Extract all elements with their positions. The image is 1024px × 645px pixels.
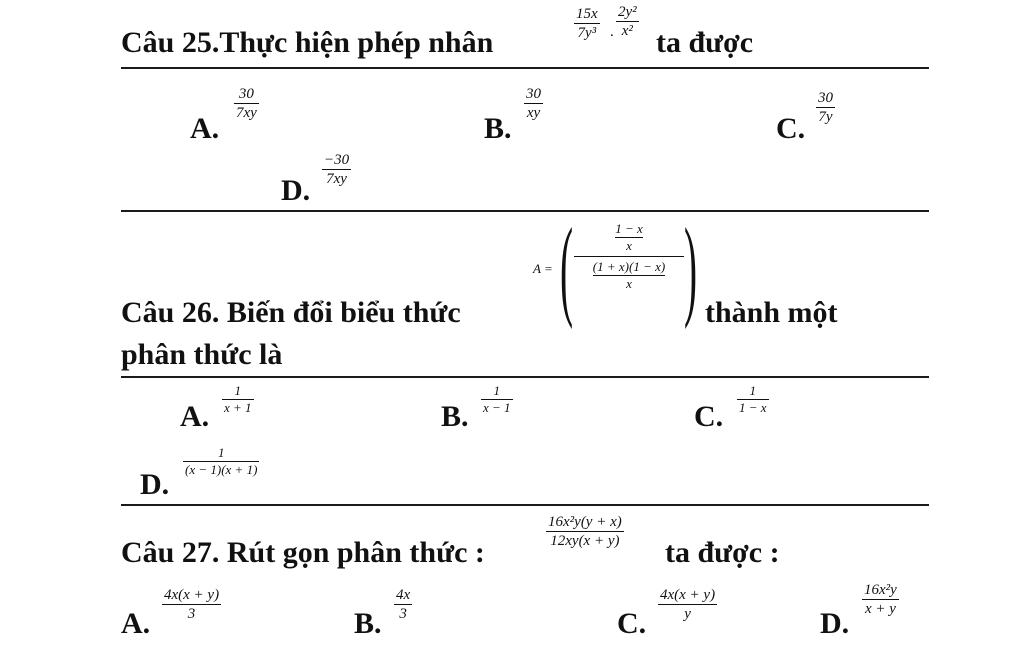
q26-option-b-num: 1 <box>493 383 501 398</box>
q26-option-d-fraction <box>183 446 259 477</box>
q27-option-d-label[interactable]: D. <box>820 607 850 640</box>
q25-option-d-label[interactable]: D. <box>281 174 311 207</box>
q25-factor-1-num: 15x <box>576 6 598 22</box>
q26-outer-numerator <box>574 222 684 253</box>
q27-option-c-den: y <box>684 606 691 622</box>
q26-outer-denominator <box>574 260 684 291</box>
q25-suffix: ta được <box>656 26 754 59</box>
q27-option-d-num: 16x²y <box>864 582 897 598</box>
q27-option-d-den: x + y <box>864 601 896 617</box>
q25-option-c-num: 30 <box>818 90 833 106</box>
q25-option-d-den: 7xy <box>326 171 347 187</box>
q26-option-a-den: x + 1 <box>224 400 252 415</box>
q26-option-b-den: x − 1 <box>483 400 511 415</box>
q26-option-b-label[interactable]: B. <box>441 400 469 433</box>
q25-option-a-den: 7xy <box>236 105 257 121</box>
q25-factor-1-den: 7y³ <box>577 25 597 41</box>
q26-suffix: thành một <box>705 296 838 329</box>
q26-option-c-fraction <box>737 384 769 415</box>
q26-title: Câu 26. Biến đổi biểu thức <box>121 296 461 329</box>
q26-inner-den: x <box>626 238 632 253</box>
q26-complex-fraction <box>574 222 684 291</box>
q25-option-c-label[interactable]: C. <box>776 112 806 145</box>
q27-option-a-fraction <box>162 587 221 622</box>
q27-option-c-fraction <box>658 587 717 622</box>
q26-option-a-label[interactable]: A. <box>180 400 210 433</box>
q26-option-d-num: 1 <box>217 445 225 460</box>
q25-multiply-dot: . <box>610 24 614 40</box>
q26-left-paren: ( <box>560 206 574 330</box>
q27-option-a-label[interactable]: A. <box>121 607 151 640</box>
q25-title: Câu 25.Thực hiện phép nhân <box>121 26 494 59</box>
q26-option-d-den: (x − 1)(x + 1) <box>185 462 258 477</box>
q26-inner-num: 1 − x <box>615 221 643 236</box>
q27-fraction-den: 12xy(x + y) <box>550 533 620 549</box>
q27-option-d-fraction <box>862 582 899 617</box>
q25-factor-2-num: 2y² <box>618 4 637 20</box>
q26-option-a-fraction <box>222 384 254 415</box>
q25-option-d-num: −30 <box>324 152 350 168</box>
divider <box>121 210 929 212</box>
q26-line2: phân thức là <box>121 338 283 371</box>
q26-expr-lhs: A = <box>533 261 553 276</box>
q26-right-paren: ) <box>684 206 698 330</box>
q27-title: Câu 27. Rút gọn phân thức : <box>121 536 485 569</box>
q27-option-b-num: 4x <box>396 587 411 603</box>
q27-option-b-fraction <box>394 587 412 622</box>
q27-option-b-label[interactable]: B. <box>354 607 382 640</box>
q25-factor-2-den: x² <box>621 23 633 39</box>
q25-option-d-fraction <box>322 152 351 187</box>
q26-lower-den: x <box>626 276 632 291</box>
q26-lower-num: (1 + x)(1 − x) <box>592 259 666 274</box>
divider <box>121 376 929 378</box>
q25-factor-2 <box>616 4 639 39</box>
q26-option-c-num: 1 <box>749 383 757 398</box>
q27-option-c-num: 4x(x + y) <box>660 587 716 603</box>
q27-option-a-num: 4x(x + y) <box>164 587 220 603</box>
q26-inner-fraction <box>615 222 643 253</box>
divider <box>121 504 929 506</box>
q26-option-d-label[interactable]: D. <box>140 468 170 501</box>
divider <box>121 67 929 69</box>
q25-factor-1 <box>574 6 600 41</box>
q25-option-a-label[interactable]: A. <box>190 112 220 145</box>
q25-option-b-fraction <box>524 86 543 121</box>
q27-fraction <box>546 514 624 549</box>
q27-option-c-label[interactable]: C. <box>617 607 647 640</box>
q25-option-a-fraction <box>234 86 259 121</box>
q26-lower-fraction <box>593 260 665 291</box>
q27-fraction-num: 16x²y(y + x) <box>548 514 622 530</box>
q26-option-c-den: 1 − x <box>739 400 767 415</box>
q25-option-b-den: xy <box>526 105 541 121</box>
q26-option-b-fraction <box>481 384 513 415</box>
q25-option-b-num: 30 <box>526 86 541 102</box>
q27-option-a-den: 3 <box>187 606 196 622</box>
q25-option-b-label[interactable]: B. <box>484 112 512 145</box>
q27-option-b-den: 3 <box>399 606 407 622</box>
q26-option-c-label[interactable]: C. <box>694 400 724 433</box>
q27-suffix: ta được : <box>665 536 780 569</box>
q25-option-c-fraction <box>816 90 835 125</box>
q26-option-a-num: 1 <box>234 383 242 398</box>
q25-option-c-den: 7y <box>818 109 833 125</box>
q25-option-a-num: 30 <box>238 86 254 102</box>
